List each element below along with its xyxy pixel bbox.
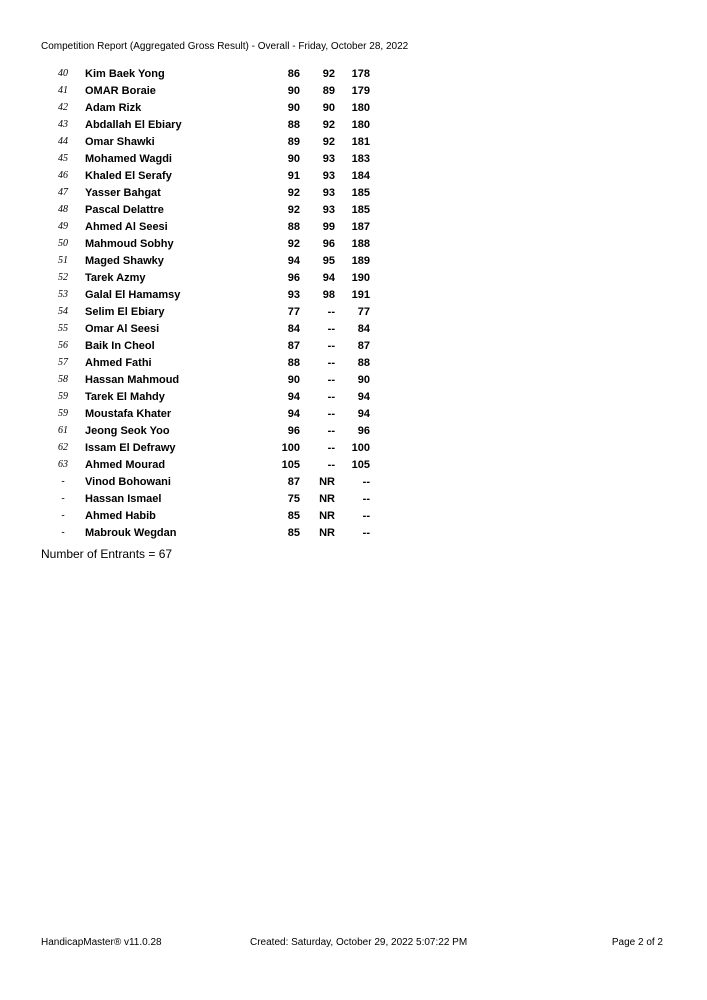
round-2-score: 95 bbox=[322, 255, 335, 267]
round-1-score: 94 bbox=[287, 255, 300, 267]
round-2-score: 96 bbox=[322, 238, 335, 250]
position: 40 bbox=[58, 68, 68, 79]
table-row bbox=[0, 270, 707, 287]
total-score: 88 bbox=[357, 357, 370, 369]
round-2-score: 93 bbox=[322, 170, 335, 182]
total-score: -- bbox=[362, 527, 370, 539]
table-row bbox=[0, 219, 707, 236]
total-score: 100 bbox=[351, 442, 370, 454]
round-1-score: 96 bbox=[287, 425, 300, 437]
position: 41 bbox=[58, 85, 68, 96]
player-name: Selim El Ebiary bbox=[85, 306, 165, 318]
player-name: Ahmed Habib bbox=[85, 510, 156, 522]
table-row bbox=[0, 474, 707, 491]
table-row bbox=[0, 338, 707, 355]
round-2-score: 94 bbox=[322, 272, 335, 284]
round-2-score: NR bbox=[319, 527, 335, 539]
player-name: Khaled El Serafy bbox=[85, 170, 172, 182]
round-1-score: 94 bbox=[287, 391, 300, 403]
position: 53 bbox=[58, 289, 68, 300]
position: 59 bbox=[58, 391, 68, 402]
total-score: -- bbox=[362, 493, 370, 505]
total-score: 105 bbox=[351, 459, 370, 471]
table-row bbox=[0, 66, 707, 83]
total-score: -- bbox=[362, 476, 370, 488]
table-row bbox=[0, 457, 707, 474]
total-score: 190 bbox=[351, 272, 370, 284]
total-score: -- bbox=[362, 510, 370, 522]
total-score: 87 bbox=[357, 340, 370, 352]
table-row bbox=[0, 423, 707, 440]
table-row bbox=[0, 372, 707, 389]
results-table bbox=[0, 66, 707, 542]
round-2-score: 92 bbox=[322, 68, 335, 80]
round-1-score: 90 bbox=[287, 374, 300, 386]
total-score: 84 bbox=[357, 323, 370, 335]
position: 62 bbox=[58, 442, 68, 453]
table-row bbox=[0, 168, 707, 185]
round-2-score: 98 bbox=[322, 289, 335, 301]
player-name: Pascal Delattre bbox=[85, 204, 164, 216]
table-row bbox=[0, 83, 707, 100]
round-1-score: 87 bbox=[287, 476, 300, 488]
round-2-score: NR bbox=[319, 510, 335, 522]
round-2-score: -- bbox=[327, 425, 335, 437]
position: - bbox=[61, 527, 65, 538]
round-2-score: -- bbox=[327, 357, 335, 369]
round-2-score: -- bbox=[327, 459, 335, 471]
table-row bbox=[0, 202, 707, 219]
table-row bbox=[0, 525, 707, 542]
round-1-score: 90 bbox=[287, 153, 300, 165]
player-name: Hassan Ismael bbox=[85, 493, 162, 505]
round-2-score: -- bbox=[327, 391, 335, 403]
player-name: Omar Shawki bbox=[85, 136, 155, 148]
player-name: Ahmed Mourad bbox=[85, 459, 166, 471]
round-2-score: 92 bbox=[322, 136, 335, 148]
player-name: Hassan Mahmoud bbox=[85, 374, 180, 386]
player-name: Abdallah El Ebiary bbox=[85, 119, 182, 131]
total-score: 77 bbox=[357, 306, 370, 318]
position: 58 bbox=[58, 374, 68, 385]
round-2-score: 93 bbox=[322, 204, 335, 216]
round-1-score: 90 bbox=[287, 85, 300, 97]
player-name: Issam El Defrawy bbox=[85, 442, 176, 454]
position: 54 bbox=[58, 306, 68, 317]
position: 52 bbox=[58, 272, 68, 283]
round-2-score: -- bbox=[327, 340, 335, 352]
table-row bbox=[0, 304, 707, 321]
table-row bbox=[0, 389, 707, 406]
total-score: 180 bbox=[351, 102, 370, 114]
round-1-score: 85 bbox=[287, 510, 300, 522]
position: - bbox=[61, 510, 65, 521]
round-1-score: 75 bbox=[287, 493, 300, 505]
round-1-score: 88 bbox=[287, 357, 300, 369]
player-name: Mohamed Wagdi bbox=[85, 153, 172, 165]
round-2-score: 99 bbox=[322, 221, 335, 233]
player-name: Omar Al Seesi bbox=[85, 323, 160, 335]
round-1-score: 93 bbox=[287, 289, 300, 301]
round-2-score: 89 bbox=[322, 85, 335, 97]
position: 43 bbox=[58, 119, 68, 130]
player-name: Vinod Bohowani bbox=[85, 476, 171, 488]
player-name: Kim Baek Yong bbox=[85, 68, 165, 80]
report-title: Competition Report (Aggregated Gross Result) - Overall - Friday, October 28, 2022 bbox=[41, 41, 409, 52]
total-score: 96 bbox=[357, 425, 370, 437]
total-score: 184 bbox=[351, 170, 370, 182]
round-1-score: 100 bbox=[281, 442, 300, 454]
position: 42 bbox=[58, 102, 68, 113]
table-row bbox=[0, 321, 707, 338]
player-name: Ahmed Al Seesi bbox=[85, 221, 168, 233]
position: 51 bbox=[58, 255, 68, 266]
round-1-score: 85 bbox=[287, 527, 300, 539]
table-row bbox=[0, 253, 707, 270]
position: 48 bbox=[58, 204, 68, 215]
table-row bbox=[0, 100, 707, 117]
round-2-score: 92 bbox=[322, 119, 335, 131]
round-1-score: 96 bbox=[287, 272, 300, 284]
round-2-score: -- bbox=[327, 374, 335, 386]
round-1-score: 92 bbox=[287, 187, 300, 199]
table-row bbox=[0, 236, 707, 253]
table-row bbox=[0, 491, 707, 508]
table-row bbox=[0, 508, 707, 525]
total-score: 185 bbox=[351, 204, 370, 216]
position: 44 bbox=[58, 136, 68, 147]
position: 57 bbox=[58, 357, 68, 368]
entrants-count: Number of Entrants = 67 bbox=[41, 547, 173, 561]
round-1-score: 87 bbox=[287, 340, 300, 352]
table-row bbox=[0, 134, 707, 151]
player-name: Adam Rizk bbox=[85, 102, 142, 114]
player-name: Mabrouk Wegdan bbox=[85, 527, 177, 539]
round-2-score: 93 bbox=[322, 153, 335, 165]
position: 61 bbox=[58, 425, 68, 436]
total-score: 178 bbox=[351, 68, 370, 80]
position: 63 bbox=[58, 459, 68, 470]
player-name: Baik In Cheol bbox=[85, 340, 155, 352]
total-score: 185 bbox=[351, 187, 370, 199]
round-1-score: 88 bbox=[287, 119, 300, 131]
player-name: Moustafa Khater bbox=[85, 408, 172, 420]
round-1-score: 86 bbox=[287, 68, 300, 80]
round-1-score: 91 bbox=[287, 170, 300, 182]
total-score: 183 bbox=[351, 153, 370, 165]
position: 59 bbox=[58, 408, 68, 419]
round-1-score: 92 bbox=[287, 204, 300, 216]
position: - bbox=[61, 493, 65, 504]
player-name: Galal El Hamamsy bbox=[85, 289, 181, 301]
page-number: Page 2 of 2 bbox=[611, 937, 663, 948]
player-name: Tarek Azmy bbox=[85, 272, 146, 284]
player-name: Jeong Seok Yoo bbox=[85, 425, 170, 437]
round-1-score: 94 bbox=[287, 408, 300, 420]
position: - bbox=[61, 476, 65, 487]
table-row bbox=[0, 151, 707, 168]
round-2-score: 93 bbox=[322, 187, 335, 199]
total-score: 94 bbox=[357, 408, 370, 420]
round-1-score: 89 bbox=[287, 136, 300, 148]
round-2-score: -- bbox=[327, 408, 335, 420]
total-score: 188 bbox=[351, 238, 370, 250]
total-score: 181 bbox=[351, 136, 370, 148]
round-1-score: 92 bbox=[287, 238, 300, 250]
player-name: Maged Shawky bbox=[85, 255, 164, 267]
position: 49 bbox=[58, 221, 68, 232]
position: 46 bbox=[58, 170, 68, 181]
round-1-score: 105 bbox=[281, 459, 300, 471]
total-score: 189 bbox=[351, 255, 370, 267]
total-score: 94 bbox=[357, 391, 370, 403]
total-score: 187 bbox=[351, 221, 370, 233]
round-2-score: NR bbox=[319, 493, 335, 505]
total-score: 191 bbox=[351, 289, 370, 301]
round-2-score: -- bbox=[327, 323, 335, 335]
round-2-score: -- bbox=[327, 306, 335, 318]
created-timestamp: Created: Saturday, October 29, 2022 5:07:22 PM bbox=[250, 937, 468, 948]
total-score: 90 bbox=[357, 374, 370, 386]
player-name: OMAR Boraie bbox=[85, 85, 156, 97]
player-name: Ahmed Fathi bbox=[85, 357, 152, 369]
round-1-score: 84 bbox=[287, 323, 300, 335]
player-name: Tarek El Mahdy bbox=[85, 391, 165, 403]
round-1-score: 90 bbox=[287, 102, 300, 114]
position: 56 bbox=[58, 340, 68, 351]
position: 50 bbox=[58, 238, 68, 249]
position: 45 bbox=[58, 153, 68, 164]
table-row bbox=[0, 355, 707, 372]
player-name: Yasser Bahgat bbox=[85, 187, 161, 199]
table-row bbox=[0, 185, 707, 202]
round-1-score: 88 bbox=[287, 221, 300, 233]
table-row bbox=[0, 117, 707, 134]
round-2-score: 90 bbox=[322, 102, 335, 114]
table-row bbox=[0, 287, 707, 304]
position: 47 bbox=[58, 187, 68, 198]
table-row bbox=[0, 406, 707, 423]
player-name: Mahmoud Sobhy bbox=[85, 238, 174, 250]
round-1-score: 77 bbox=[287, 306, 300, 318]
round-2-score: NR bbox=[319, 476, 335, 488]
position: 55 bbox=[58, 323, 68, 334]
table-row bbox=[0, 440, 707, 457]
software-version: HandicapMaster® v11.0.28 bbox=[41, 937, 162, 948]
total-score: 179 bbox=[351, 85, 370, 97]
round-2-score: -- bbox=[327, 442, 335, 454]
total-score: 180 bbox=[351, 119, 370, 131]
